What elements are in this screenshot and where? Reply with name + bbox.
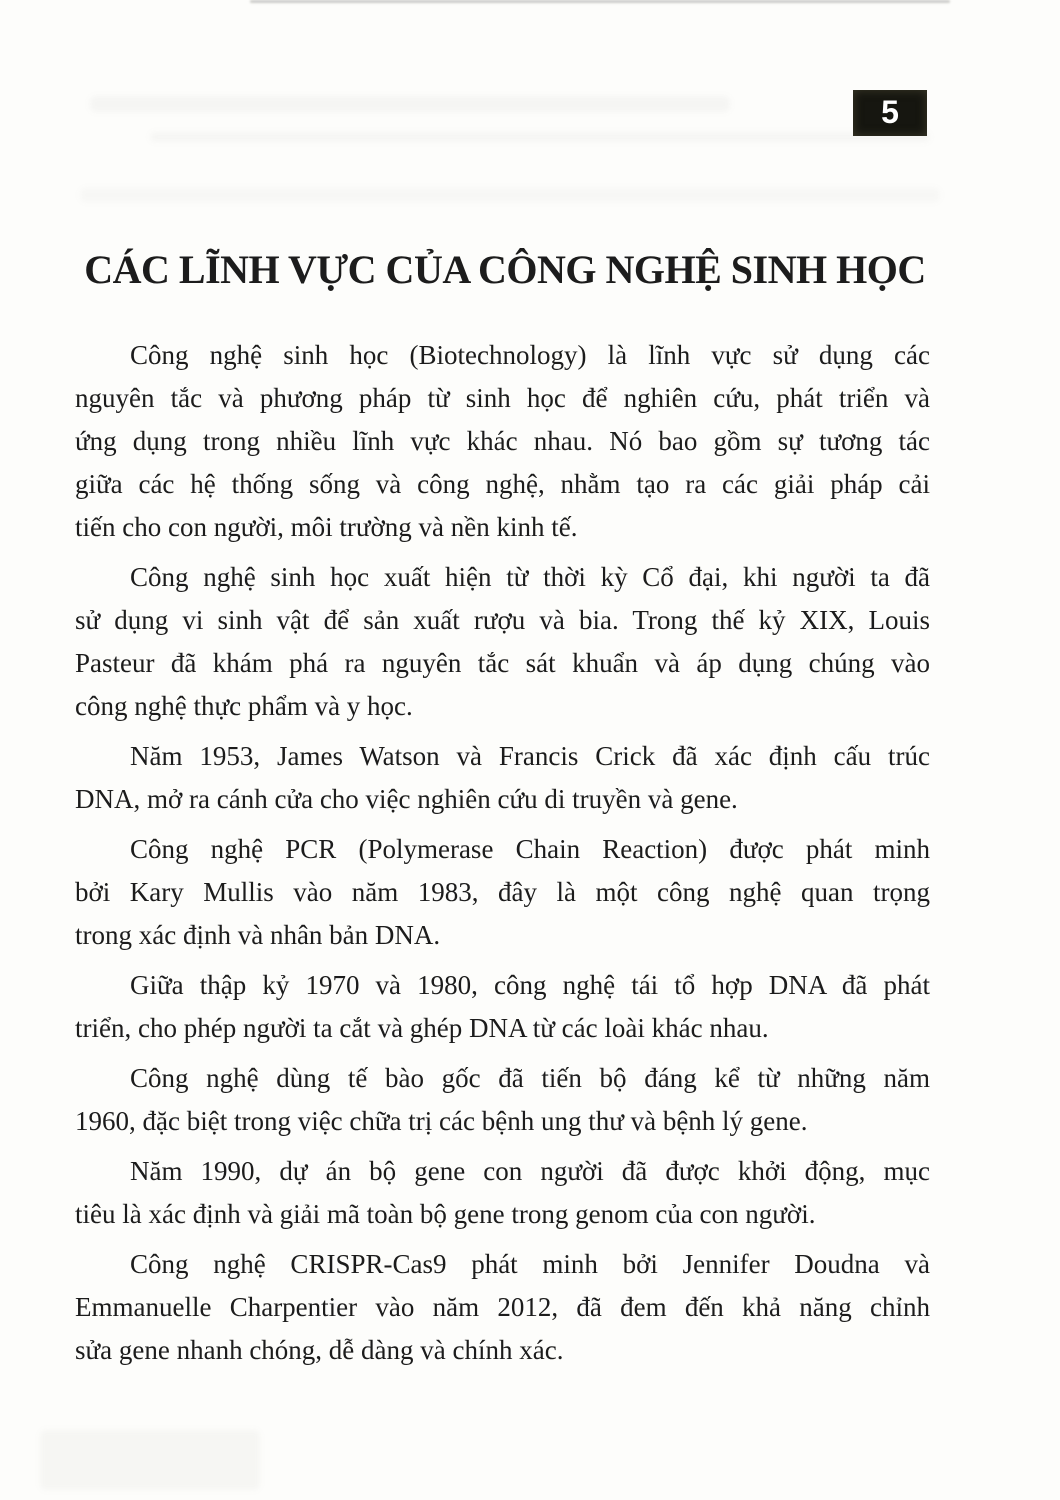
text-line: Công nghệ PCR (Polymerase Chain Reaction) được phát minh xyxy=(130,834,930,864)
scan-edge-artifact xyxy=(250,0,950,3)
text-line: sử dụng vi sinh vật để sản xuất rượu và bia. Trong thế kỷ XIX, Louis xyxy=(75,605,930,635)
text-line: trong xác định và nhân bản DNA. xyxy=(75,920,441,950)
text-line: tiến cho con người, môi trường và nền kinh tế. xyxy=(75,512,578,542)
text-line: Công nghệ sinh học xuất hiện từ thời kỳ Cổ đại, khi người ta đã xyxy=(130,562,930,592)
text-line: ứng dụng trong nhiều lĩnh vực khác nhau. Nó bao gồm sự tương tác xyxy=(75,426,930,456)
text-line: công nghệ thực phẩm và y học. xyxy=(75,691,413,721)
text-line: bởi Kary Mullis vào năm 1983, đây là một công nghệ quan trọng xyxy=(75,877,930,907)
text-line: tiêu là xác định và giải mã toàn bộ gene trong genom của con người. xyxy=(75,1199,816,1229)
scan-bleed-artifact xyxy=(90,96,730,112)
text-line: Pasteur đã khám phá ra nguyên tắc sát khuẩn và áp dụng chúng vào xyxy=(75,648,930,678)
body-text xyxy=(75,334,930,1379)
paragraph xyxy=(75,1057,930,1143)
text-line: Công nghệ sinh học (Biotechnology) là lĩnh vực sử dụng các xyxy=(130,340,930,370)
text-line: Công nghệ CRISPR-Cas9 phát minh bởi Jennifer Doudna và xyxy=(130,1249,930,1279)
page-number-badge xyxy=(853,90,927,136)
text-line: giữa các hệ thống sống và công nghệ, nhằm tạo ra các giải pháp cải xyxy=(75,469,930,499)
paragraph xyxy=(75,556,930,728)
paragraph xyxy=(75,964,930,1050)
text-line: 1960, đặc biệt trong việc chữa trị các bệnh ung thư và bệnh lý gene. xyxy=(75,1106,808,1136)
text-line: triển, cho phép người ta cắt và ghép DNA từ các loài khác nhau. xyxy=(75,1013,769,1043)
text-line: nguyên tắc và phương pháp từ sinh học để nghiên cứu, phát triển và xyxy=(75,383,930,413)
text-line: DNA, mở ra cánh cửa cho việc nghiên cứu di truyền và gene. xyxy=(75,784,738,814)
text-line: Emmanuelle Charpentier vào năm 2012, đã đem đến khả năng chỉnh xyxy=(75,1292,930,1322)
scan-bleed-artifact xyxy=(40,1430,260,1490)
paragraph xyxy=(75,1150,930,1236)
page-number: 5 xyxy=(881,94,899,130)
scan-bleed-artifact xyxy=(150,132,930,142)
paragraph xyxy=(75,334,930,549)
scan-bleed-artifact xyxy=(80,188,940,202)
page-title: CÁC LĨNH VỰC CỦA CÔNG NGHỆ SINH HỌC xyxy=(84,247,926,292)
paragraph xyxy=(75,735,930,821)
paragraph xyxy=(75,1243,930,1372)
text-line: Năm 1953, James Watson và Francis Crick đã xác định cấu trúc xyxy=(130,741,930,771)
paragraph xyxy=(75,828,930,957)
text-line: Công nghệ dùng tế bào gốc đã tiến bộ đáng kể từ những năm xyxy=(130,1063,930,1093)
text-line: sửa gene nhanh chóng, dễ dàng và chính xác. xyxy=(75,1335,564,1365)
text-line: Giữa thập kỷ 1970 và 1980, công nghệ tái tổ hợp DNA đã phát xyxy=(130,970,930,1000)
text-line: Năm 1990, dự án bộ gene con người đã được khởi động, mục xyxy=(130,1156,930,1186)
